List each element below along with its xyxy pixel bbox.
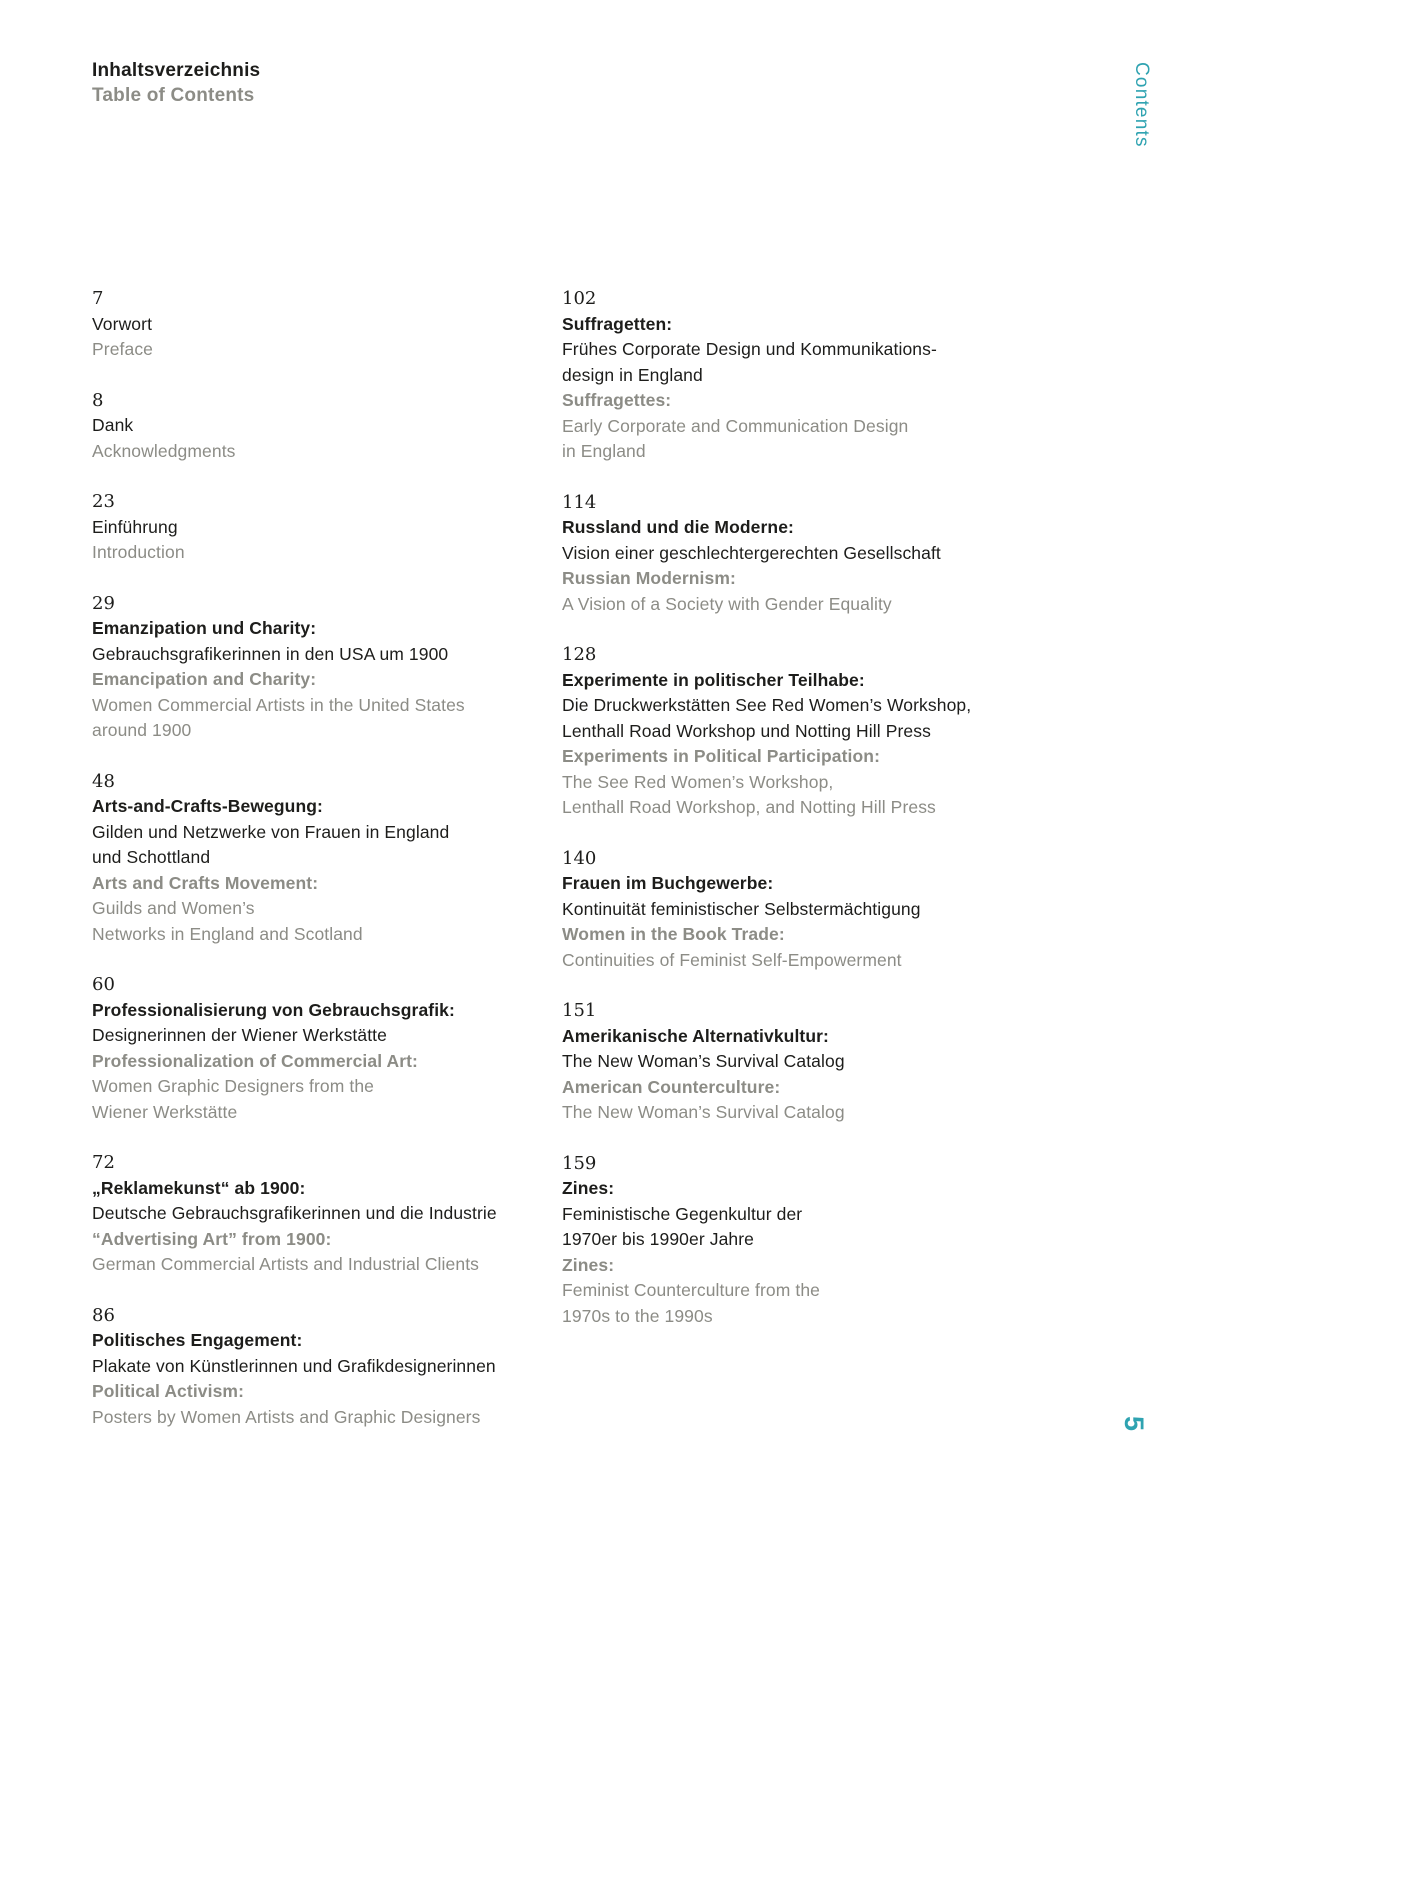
toc-entry [92,769,562,948]
toc-entry [562,1151,1052,1330]
toc-entry-line-de: Lenthall Road Workshop und Notting Hill Press [562,720,931,741]
margin-section-label: Contents [1131,62,1152,148]
toc-entry-line-de-bold: Russland und die Moderne: [562,517,794,537]
toc-entry-line-en-bold: Women in the Book Trade: [562,924,785,944]
toc-entry-page-number: 140 [562,847,597,869]
toc-entry-line-en: Guilds and Women’s [92,898,255,918]
toc-entry-line-de: The New Woman’s Survival Catalog [562,1051,845,1071]
toc-entry-line-en: The New Woman’s Survival Catalog [562,1102,845,1122]
toc-entry-line-de: Vision einer geschlechtergerechten Gesellschaft [562,542,941,563]
toc-entry-page-number: 29 [92,592,115,614]
toc-entry-line-en: A Vision of a Society with Gender Equality [562,593,892,614]
toc-entry-line-en: around 1900 [92,720,192,740]
toc-entry-line-de-bold: Frauen im Buchgewerbe: [562,873,774,893]
toc-entry-line-de: Kontinuität feministischer Selbstermächtigung [562,898,921,919]
toc-entry-line-en: Networks in England and Scotland [92,923,363,944]
toc-entry-page-number: 114 [562,491,597,513]
toc-entry [92,1150,562,1278]
toc-entry-line-en: German Commercial Artists and Industrial Clients [92,1254,480,1274]
toc-entry-line-de-bold: Suffragetten: [562,313,673,334]
toc-entry [562,846,1052,974]
toc-entry-line-de-bold: Amerikanische Alternativkultur: [562,1025,829,1046]
toc-entry-line-de: Designerinnen der Wiener Werkstätte [92,1025,387,1045]
toc-entry [92,1303,562,1431]
toc-entry-line-en: Acknowledgments [92,440,236,461]
toc-entry-line-en-bold: Arts and Crafts Movement: [92,872,319,893]
toc-entry-line-en: 1970s to the 1990s [562,1305,713,1326]
toc-entry-line-de: Vorwort [92,313,153,334]
page-title-german: Inhaltsverzeichnis [92,60,261,81]
toc-entry-line-en: Introduction [92,542,185,562]
toc-entry-line-en: Women Graphic Designers from the [92,1076,375,1096]
toc-entry-line-en-bold: Experiments in Political Participation: [562,746,881,766]
toc-entry-line-de: Deutsche Gebrauchsgrafikerinnen und die Industrie [92,1203,497,1223]
toc-entry-page-number: 60 [92,974,115,995]
toc-entry-line-en: Feminist Counterculture from the [562,1280,821,1300]
toc-entry-line-de-bold: Politisches Engagement: [92,1330,303,1350]
toc-entry-line-de: Gilden und Netzwerke von Frauen in England [92,821,450,842]
toc-entry-line-en-bold: Zines: [562,1254,615,1275]
page-header [92,58,260,108]
toc-entry-line-de-bold: Emanzipation und Charity: [92,618,317,638]
toc-entry [562,642,1052,821]
toc-entry-line-de: Die Druckwerkstätten See Red Women’s Workshop, [562,695,972,715]
page-number: 5 [1119,1416,1149,1432]
toc-entry-page-number: 8 [92,389,104,411]
toc-entry-line-en: Continuities of Feminist Self-Empowerment [562,949,902,970]
toc-entry-line-de: Feministische Gegenkultur der [562,1203,803,1224]
toc-entry [562,998,1052,1126]
toc-entry-line-en: Preface [92,339,154,359]
toc-entry-page-number: 159 [562,1152,597,1174]
toc-entry-page-number: 128 [562,644,597,665]
toc-entry-line-de: Einführung [92,516,178,537]
toc-entry-line-en-bold: Emancipation and Charity: [92,669,317,689]
toc-entry-line-en: The See Red Women’s Workshop, [562,771,834,792]
toc-entry-line-de: Plakate von Künstlerinnen und Grafikdesignerinnen [92,1355,496,1376]
toc-column-right [562,286,1052,1354]
toc-entry [92,388,562,465]
toc-entry-page-number: 23 [92,491,115,512]
toc-entry-page-number: 102 [562,288,597,309]
toc-entry-line-en-bold: Suffragettes: [562,390,672,410]
toc-entry-line-de: Frühes Corporate Design und Kommunikations- [562,339,937,359]
toc-entry [92,972,562,1125]
toc-entry-line-de-bold: Professionalisierung von Gebrauchsgrafik: [92,999,455,1020]
toc-entry-line-de-bold: Experimente in politischer Teilhabe: [562,669,865,690]
toc-entry-line-en: Women Commercial Artists in the United States [92,694,465,715]
toc-entry-line-de: design in England [562,364,703,385]
toc-entry-line-de-bold: Arts-and-Crafts-Bewegung: [92,796,323,816]
toc-entry [92,286,562,363]
toc-entry-line-en: Posters by Women Artists and Graphic Designers [92,1406,481,1427]
toc-entry [562,490,1052,618]
toc-entry-page-number: 72 [92,1152,115,1173]
toc-entry [92,591,562,744]
toc-entry-line-en: Early Corporate and Communication Design [562,415,909,436]
toc-entry-page-number: 7 [92,288,104,309]
toc-entry-line-de: und Schottland [92,847,211,867]
toc-entry [562,286,1052,465]
toc-entry-line-en-bold: “Advertising Art” from 1900: [92,1228,332,1249]
toc-entry-line-de: Gebrauchsgrafikerinnen in den USA um 1900 [92,643,449,664]
toc-entry-line-de-bold: „Reklamekunst“ ab 1900: [92,1177,306,1198]
toc-entry-page-number: 151 [562,1000,597,1021]
toc-entry-line-en: Wiener Werkstätte [92,1101,238,1122]
page-title-english: Table of Contents [92,85,255,106]
toc-entry-line-de: Dank [92,415,134,435]
toc-columns [92,286,1052,1455]
toc-entry-page-number: 48 [92,770,115,792]
toc-entry-line-de: 1970er bis 1990er Jahre [562,1229,755,1249]
toc-entry-line-en-bold: Professionalization of Commercial Art: [92,1050,418,1071]
toc-column-left [92,286,562,1455]
toc-entry-line-en-bold: American Counterculture: [562,1076,781,1097]
toc-entry-line-de-bold: Zines: [562,1178,615,1198]
toc-entry [92,489,562,566]
toc-entry-line-en-bold: Political Activism: [92,1381,244,1401]
toc-entry-page-number: 86 [92,1304,115,1326]
toc-entry-line-en: Lenthall Road Workshop, and Notting Hill Press [562,797,936,817]
toc-entry-line-en: in England [562,441,646,461]
toc-entry-line-en-bold: Russian Modernism: [562,568,736,588]
